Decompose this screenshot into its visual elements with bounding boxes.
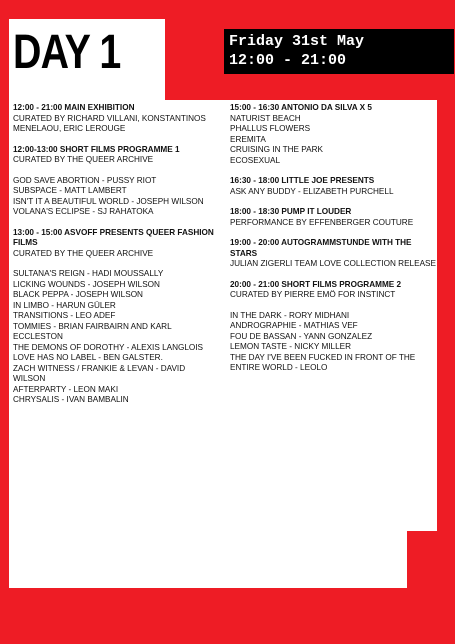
block-line: TOMMIES - BRIAN FAIRBAIRN AND KARL ECCLESTON [13,321,172,341]
block-line: CURATED BY THE QUEER ARCHIVE [13,155,154,164]
schedule-block [230,238,440,270]
block-line: EREMITA [230,134,266,144]
block-line: ANDROGRAPHIE - MATHIAS VEF [230,321,358,330]
block-line: THE DEMONS OF DOROTHY - ALEXIS LANGLOIS [13,342,204,352]
block-line: AFTERPARTY - LEON MAKI [13,384,119,394]
schedule-block [13,228,218,260]
block-line: LEMON TASTE - NICKY MILLER [230,342,352,351]
block-line: CRUISING IN THE PARK [230,145,323,154]
block-line: CURATED BY RICHARD VILLANI, KONSTANTINOS MENELAOU, ERIC LEROUGE [13,113,206,133]
block-line: JULIAN ZIGERLI TEAM LOVE COLLECTION RELEASE [230,259,436,268]
block-line: ISN'T IT A BEAUTIFUL WORLD - JOSEPH WILSON [13,196,204,206]
schedule-block [230,207,440,228]
block-heading: 20:00 - 21:00 SHORT FILMS PROGRAMME 2 [230,279,402,289]
block-heading: 13:00 - 15:00 ASVOFF PRESENTS QUEER FASHION FILMS [13,227,214,247]
schedule-block [230,311,440,374]
schedule-block [13,269,218,406]
block-heading: 12:00 - 21:00 MAIN EXHIBITION [13,103,135,112]
date-label: Friday 31st May [229,33,365,50]
block-line: SULTANA'S REIGN - HADI MOUSSALLY [13,269,164,278]
block-line: ZACH WITNESS / FRANKIE & LEVAN - DAVID WILSON [13,363,186,383]
block-line: PHALLUS FLOWERS [230,124,311,133]
block-line: IN LIMBO - HARUN GÜLER [13,300,116,310]
time-label: 12:00 - 21:00 [229,52,347,69]
block-line: TRANSITIONS - LEO ADEF [13,311,116,320]
block-heading: 12:00-13:00 SHORT FILMS PROGRAMME 1 [13,144,180,154]
block-line: IN THE DARK - RORY MIDHANI [230,310,350,320]
schedule-block [230,176,440,197]
block-line: CURATED BY PIERRE EMÖ FOR INSTINCT [230,290,396,299]
block-heading: 18:00 - 18:30 PUMP IT LOUDER [230,207,352,216]
block-line: LICKING WOUNDS - JOSEPH WILSON [13,279,160,289]
schedule-block [13,176,218,218]
block-heading: 19:00 - 20:00 AUTOGRAMMSTUNDE WITH THE STARS [230,238,412,258]
block-line: LOVE HAS NO LABEL - BEN GALSTER. [13,353,163,362]
schedule-block [230,103,440,166]
block-line: FOU DE BASSAN - YANN GONZALEZ [230,331,373,341]
block-line: NATURIST BEACH [230,113,301,123]
block-line: CHRYSALIS - IVAN BAMBALIN [13,395,129,404]
block-line: ECOSEXUAL [230,155,281,165]
block-line: SUBSPACE - MATT LAMBERT [13,186,127,195]
schedule-block [230,280,440,301]
schedule-block [13,145,218,166]
block-line: CURATED BY THE QUEER ARCHIVE [13,248,154,258]
date-box [224,29,454,74]
block-line: PERFORMANCE BY EFFENBERGER COUTURE [230,217,414,227]
schedule-left-column [13,103,218,416]
block-heading: 15:00 - 16:30 ANTONIO DA SILVA X 5 [230,103,372,112]
block-line: ASK ANY BUDDY - ELIZABETH PURCHELL [230,186,394,196]
paper-bottom [9,528,407,588]
block-line: GOD SAVE ABORTION - PUSSY RIOT [13,175,157,185]
block-heading: 16:30 - 18:00 LITTLE JOE PRESENTS [230,176,375,185]
page-title: DAY 1 [13,26,121,79]
block-line: THE DAY I'VE BEEN FUCKED IN FRONT OF THE ENTIRE WORLD - LEOLO [230,352,416,372]
schedule-block [13,103,218,135]
block-line: BLACK PEPPA - JOSEPH WILSON [13,290,143,299]
block-line: VOLANA'S ECLIPSE - SJ RAHATOKA [13,207,154,216]
schedule-right-column [230,103,440,384]
